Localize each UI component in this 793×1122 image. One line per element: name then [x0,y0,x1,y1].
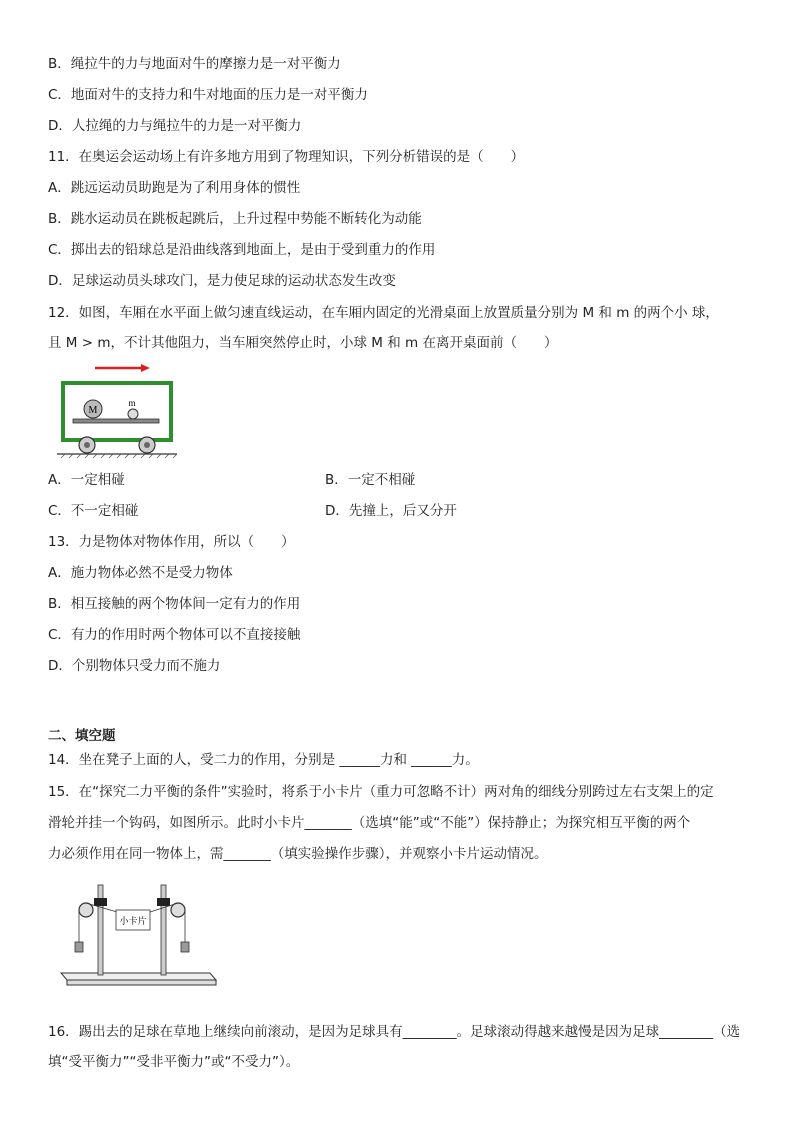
q15-line3: 力必须作用在同一物体上，需_______（填实验操作步骤），并观察小卡片运动情况。 [48,846,548,862]
ball-m-small [128,409,138,419]
q12-option-a: A．一定相碰 [48,472,125,488]
right-pulley [171,903,185,917]
q16-line2: 填“受平衡力”“受非平衡力”或“不受力”）。 [48,1054,300,1070]
ball-label-small: m [128,398,136,408]
q15-line1: 15．在“探究二力平衡的条件”实验时，将系于小卡片（重力可忽略不计）两对角的细线分别跨过左右支架上的定 [48,784,714,800]
ground-hatch [61,454,177,458]
q12-option-d: D．先撞上，后又分开 [325,503,457,519]
q12-stem-line1: 12．如图，车厢在水平面上做匀速直线运动，在车厢内固定的光滑桌面上放置质量分别为 M 和 m 的两个小 球， [48,305,719,321]
q13-option-d: D．个别物体只受力而不施力 [48,658,221,674]
q10-option-b: B．绳拉牛的力与地面对牛的摩擦力是一对平衡力 [48,56,341,72]
q11-option-c: C．掷出去的铅球总是沿曲线落到地面上，是由于受到重力的作用 [48,242,436,258]
q16-line1: 16．踢出去的足球在草地上继续向前滚动，是因为足球具有________。足球滚动得越来越慢是因为足球________（选 [48,1024,741,1040]
q12-stem-line2: 且 M > m，不计其他阻力，当车厢突然停止时，小球 M 和 m 在离开桌面前（ ） [48,335,558,351]
train-car-figure [55,360,180,460]
q15-line2: 滑轮并挂一个钩码，如图所示。此时小卡片_______（选填“能”或“不能”）保持静止；为探究相互平衡的两个 [48,815,691,831]
q10-option-c: C．地面对牛的支持力和牛对地面的压力是一对平衡力 [48,87,368,103]
q11-option-a: A．跳远运动员助跑是为了利用身体的惯性 [48,180,301,196]
left-pulley [79,903,93,917]
q13-option-c: C．有力的作用时两个物体可以不直接接触 [48,627,301,643]
q12-option-c: C．不一定相碰 [48,503,139,519]
q10-option-d: D．人拉绳的力与绳拉牛的力是一对平衡力 [48,118,302,134]
q12-option-b: B．一定不相碰 [325,472,416,488]
ball-label-large: M [88,405,98,416]
section-title-fill-in: 二、填空题 [48,728,116,744]
cart-body [63,383,171,440]
q11-option-d: D．足球运动员头球攻门，是力使足球的运动状态发生改变 [48,273,396,289]
balance-experiment-figure [58,880,223,992]
small-card-label: 小卡片 [119,917,147,927]
q13-stem: 13．力是物体对物体作用，所以（ ） [48,534,295,550]
q13-option-a: A．施力物体必然不是受力物体 [48,565,233,581]
q11-option-b: B．跳水运动员在跳板起跳后，上升过程中势能不断转化为动能 [48,211,422,227]
q13-option-b: B．相互接触的两个物体间一定有力的作用 [48,596,301,612]
left-clamp [94,898,107,906]
table-top [73,419,159,423]
direction-arrow-head [141,364,150,372]
left-weight [75,942,83,952]
q14-stem: 14．坐在凳子上面的人，受二力的作用，分别是 ______力和 ______力。 [48,752,479,768]
base-board-front [67,980,216,985]
q11-stem: 11．在奥运会运动场上有许多地方用到了物理知识，下列分析错误的是（ ） [48,149,525,165]
base-board [61,973,216,980]
wheel-right-hub [144,442,150,448]
right-weight [181,942,189,952]
wheel-left-hub [84,442,90,448]
right-clamp [157,898,170,906]
